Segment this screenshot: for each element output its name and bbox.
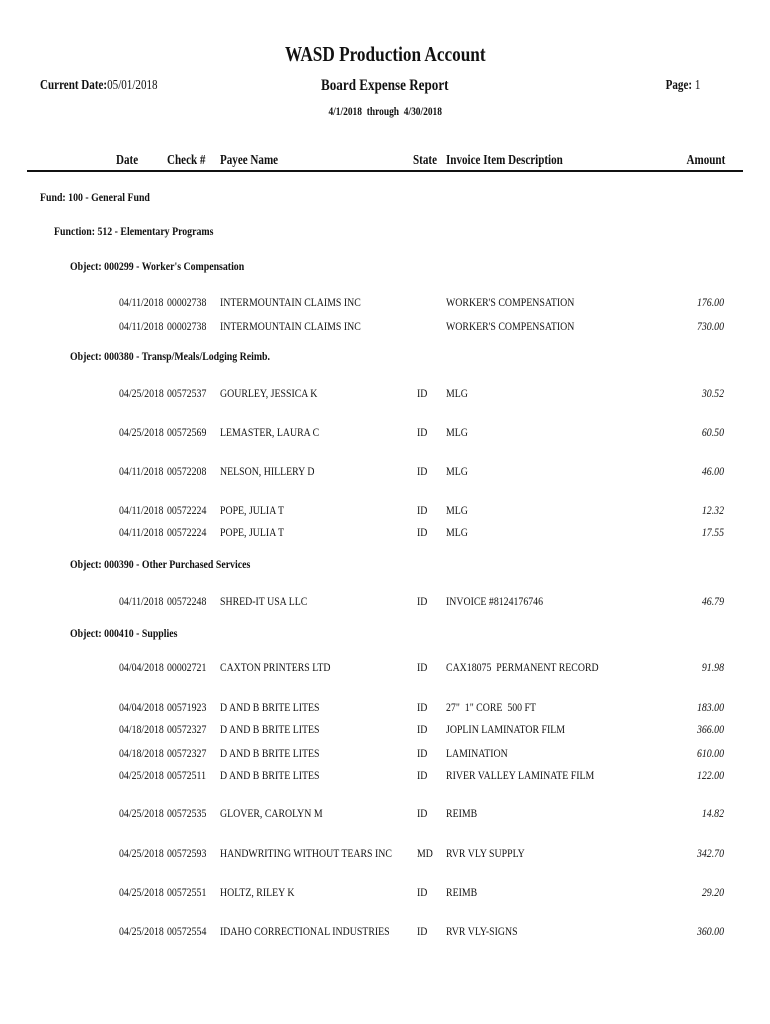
row-amount: 17.55 (701, 525, 724, 539)
column-header-payee: Payee Name (220, 152, 279, 167)
row-state: MD (417, 846, 433, 860)
row-check-number: 00572224 (167, 503, 207, 517)
expense-row (0, 885, 770, 901)
row-date: 04/25/2018 (119, 768, 164, 782)
row-date: 04/25/2018 (119, 846, 164, 860)
current-date-label: Current Date: (40, 77, 108, 92)
expense-row (0, 594, 770, 610)
row-payee: NELSON, HILLERY D (220, 464, 315, 478)
row-amount: 46.79 (701, 594, 724, 608)
row-date: 04/25/2018 (119, 924, 164, 938)
row-state: ID (417, 425, 428, 439)
object-heading: Object: 000299 - Worker's Compensation (70, 259, 245, 273)
row-payee: D AND B BRITE LITES (220, 722, 320, 736)
report-subtitle: Board Expense Report (321, 77, 449, 94)
row-check-number: 00002721 (167, 660, 207, 674)
row-amount: 29.20 (701, 885, 724, 899)
row-description: WORKER'S COMPENSATION (446, 319, 575, 333)
row-state: ID (417, 660, 428, 674)
row-payee: CAXTON PRINTERS LTD (220, 660, 331, 674)
row-payee: IDAHO CORRECTIONAL INDUSTRIES (220, 924, 390, 938)
expense-row (0, 722, 770, 738)
function-heading: Function: 512 - Elementary Programs (54, 224, 214, 238)
row-amount: 610.00 (696, 746, 724, 760)
row-state: ID (417, 700, 428, 714)
row-description: CAX18075 PERMANENT RECORD (446, 660, 599, 674)
column-header-description: Invoice Item Description (446, 152, 563, 167)
row-amount: 360.00 (696, 924, 724, 938)
expense-row (0, 846, 770, 862)
row-date: 04/11/2018 (119, 319, 164, 333)
row-amount: 60.50 (701, 425, 724, 439)
expense-row (0, 319, 770, 335)
row-date: 04/11/2018 (119, 525, 164, 539)
row-description: RVR VLY SUPPLY (446, 846, 525, 860)
expense-row (0, 525, 770, 541)
header-divider (27, 170, 743, 172)
column-header-amount: Amount (686, 152, 725, 167)
expense-row (0, 700, 770, 716)
row-description: WORKER'S COMPENSATION (446, 295, 575, 309)
row-payee: LEMASTER, LAURA C (220, 425, 320, 439)
row-check-number: 00571923 (167, 700, 207, 714)
row-state: ID (417, 924, 428, 938)
row-description: LAMINATION (446, 746, 508, 760)
row-amount: 30.52 (701, 386, 724, 400)
row-check-number: 00572551 (167, 885, 207, 899)
row-state: ID (417, 722, 428, 736)
row-amount: 46.00 (701, 464, 724, 478)
row-payee: D AND B BRITE LITES (220, 768, 320, 782)
row-description: MLG (446, 525, 468, 539)
row-payee: D AND B BRITE LITES (220, 746, 320, 760)
row-date: 04/25/2018 (119, 425, 164, 439)
row-date: 04/11/2018 (119, 464, 164, 478)
page-label: Page: (665, 77, 692, 92)
row-amount: 122.00 (696, 768, 724, 782)
object-heading: Object: 000380 - Transp/Meals/Lodging Reimb. (70, 349, 270, 363)
row-check-number: 00572208 (167, 464, 207, 478)
row-date: 04/18/2018 (119, 722, 164, 736)
row-check-number: 00572224 (167, 525, 207, 539)
row-description: JOPLIN LAMINATOR FILM (446, 722, 566, 736)
row-description: RVR VLY-SIGNS (446, 924, 518, 938)
row-state: ID (417, 525, 428, 539)
row-date: 04/25/2018 (119, 806, 164, 820)
row-description: REIMB (446, 806, 478, 820)
row-amount: 366.00 (696, 722, 724, 736)
row-description: REIMB (446, 885, 478, 899)
row-date: 04/18/2018 (119, 746, 164, 760)
expense-row (0, 295, 770, 311)
row-payee: HOLTZ, RILEY K (220, 885, 295, 899)
row-check-number: 00572593 (167, 846, 207, 860)
object-heading: Object: 000410 - Supplies (70, 626, 178, 640)
row-date: 04/25/2018 (119, 386, 164, 400)
row-check-number: 00002738 (167, 319, 207, 333)
row-date: 04/04/2018 (119, 660, 164, 674)
row-state: ID (417, 464, 428, 478)
expense-row (0, 503, 770, 519)
current-date-value: 05/01/2018 (107, 77, 158, 92)
row-state: ID (417, 806, 428, 820)
page-number (665, 77, 700, 93)
expense-row (0, 464, 770, 480)
row-amount: 342.70 (696, 846, 724, 860)
row-amount: 730.00 (696, 319, 724, 333)
row-amount: 183.00 (696, 700, 724, 714)
row-state: ID (417, 386, 428, 400)
row-check-number: 00572327 (167, 746, 207, 760)
column-header-check: Check # (167, 152, 206, 167)
row-description: MLG (446, 386, 468, 400)
expense-row (0, 924, 770, 940)
expense-row (0, 386, 770, 402)
expense-row (0, 660, 770, 676)
row-payee: INTERMOUNTAIN CLAIMS INC (220, 319, 361, 333)
row-check-number: 00572554 (167, 924, 207, 938)
row-check-number: 00572537 (167, 386, 207, 400)
row-state: ID (417, 768, 428, 782)
row-state: ID (417, 746, 428, 760)
row-check-number: 00572327 (167, 722, 207, 736)
row-description: MLG (446, 464, 468, 478)
date-range: 4/1/2018 through 4/30/2018 (328, 106, 442, 118)
row-payee: D AND B BRITE LITES (220, 700, 320, 714)
row-amount: 12.32 (701, 503, 724, 517)
row-amount: 14.82 (701, 806, 724, 820)
row-payee: POPE, JULIA T (220, 503, 285, 517)
row-state: ID (417, 885, 428, 899)
expense-row (0, 425, 770, 441)
row-state: ID (417, 503, 428, 517)
row-description: RIVER VALLEY LAMINATE FILM (446, 768, 595, 782)
row-check-number: 00572569 (167, 425, 207, 439)
row-payee: GOURLEY, JESSICA K (220, 386, 318, 400)
row-description: MLG (446, 503, 468, 517)
row-date: 04/11/2018 (119, 295, 164, 309)
row-check-number: 00572535 (167, 806, 207, 820)
row-amount: 91.98 (701, 660, 724, 674)
row-payee: GLOVER, CAROLYN M (220, 806, 323, 820)
row-date: 04/04/2018 (119, 700, 164, 714)
row-state: ID (417, 594, 428, 608)
row-amount: 176.00 (696, 295, 724, 309)
row-payee: SHRED-IT USA LLC (220, 594, 308, 608)
row-check-number: 00572511 (167, 768, 207, 782)
column-header-state: State (413, 152, 437, 167)
column-header-date: Date (116, 152, 139, 167)
fund-heading: Fund: 100 - General Fund (40, 190, 150, 204)
row-description: 27" 1" CORE 500 FT (446, 700, 537, 714)
row-payee: HANDWRITING WITHOUT TEARS INC (220, 846, 392, 860)
row-check-number: 00572248 (167, 594, 207, 608)
row-date: 04/11/2018 (119, 503, 164, 517)
report-title: WASD Production Account (284, 42, 486, 66)
row-payee: POPE, JULIA T (220, 525, 285, 539)
expense-row (0, 768, 770, 784)
object-heading: Object: 000390 - Other Purchased Services (70, 557, 251, 571)
page-value: 1 (694, 77, 700, 92)
row-check-number: 00002738 (167, 295, 207, 309)
row-date: 04/11/2018 (119, 594, 164, 608)
row-date: 04/25/2018 (119, 885, 164, 899)
expense-row (0, 746, 770, 762)
expense-row (0, 806, 770, 822)
row-description: INVOICE #8124176746 (446, 594, 544, 608)
row-payee: INTERMOUNTAIN CLAIMS INC (220, 295, 361, 309)
row-description: MLG (446, 425, 468, 439)
